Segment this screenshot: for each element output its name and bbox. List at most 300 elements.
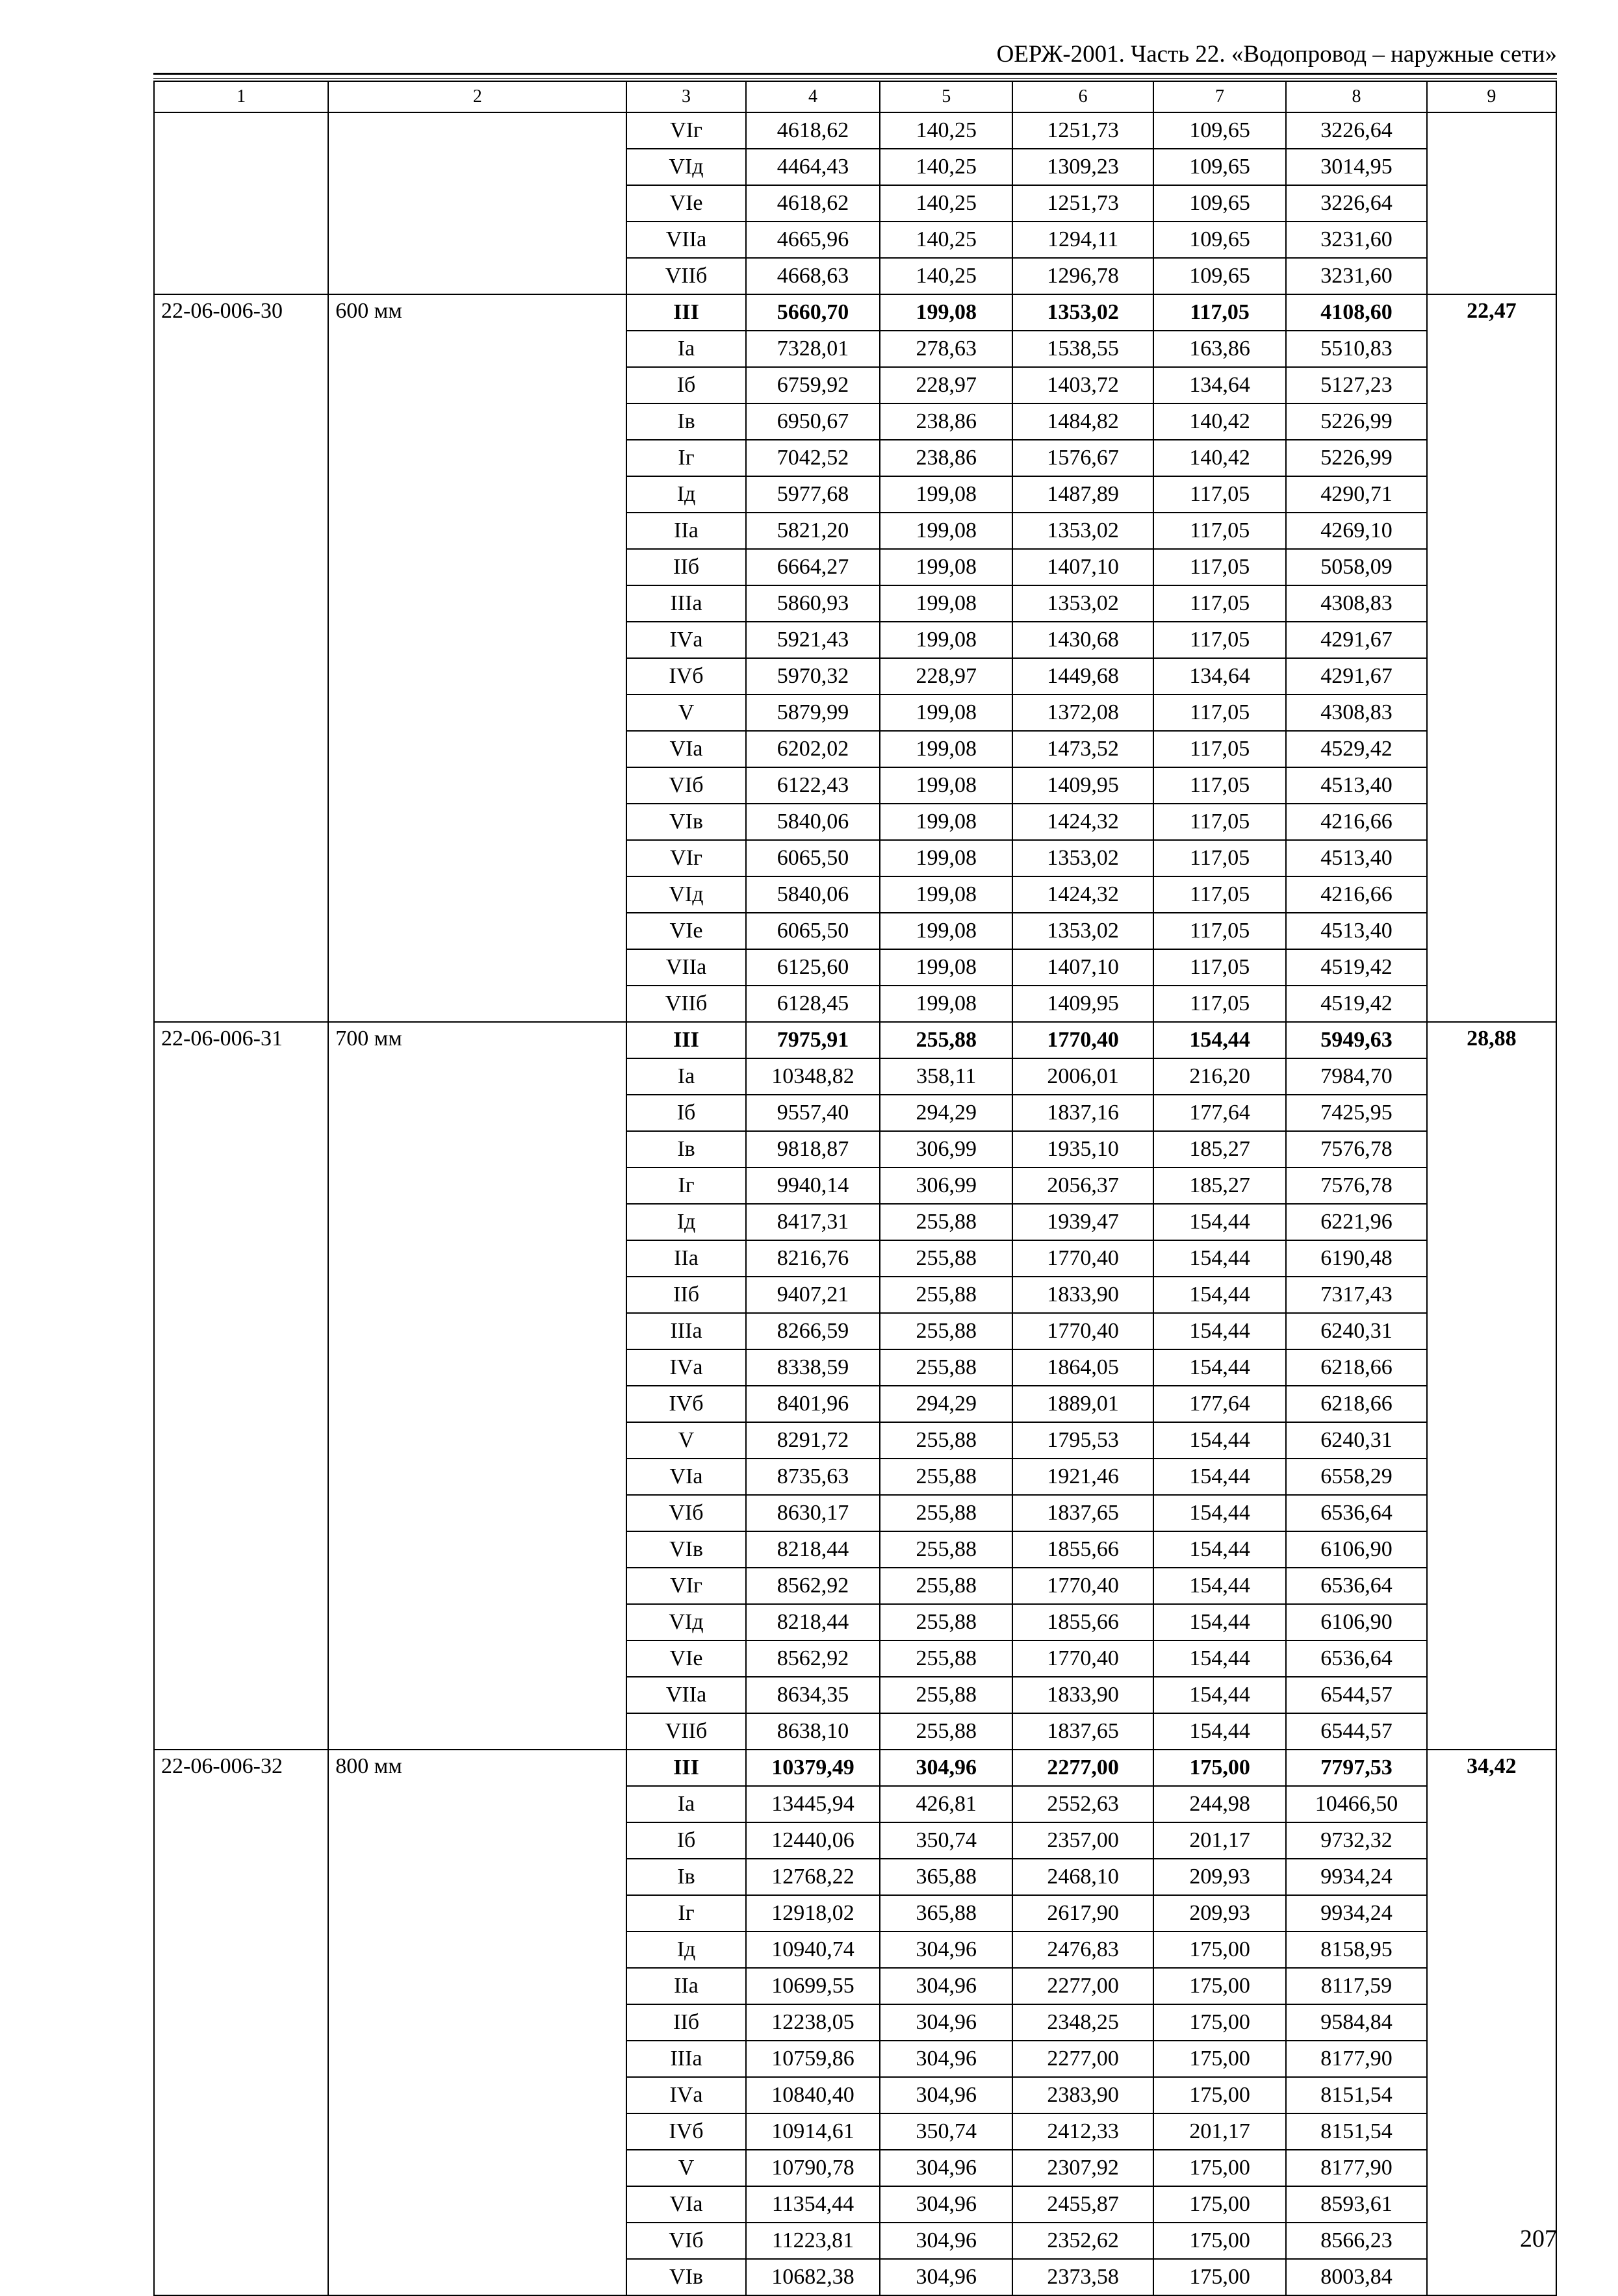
value-cell: 228,97 bbox=[880, 367, 1012, 403]
value-cell: 109,65 bbox=[1153, 112, 1286, 149]
value-cell: 255,88 bbox=[880, 1568, 1012, 1604]
value-cell: 154,44 bbox=[1153, 1531, 1286, 1568]
labor-total: 28,88 bbox=[1427, 1022, 1556, 1750]
value-cell: 6536,64 bbox=[1286, 1568, 1427, 1604]
value-cell: 175,00 bbox=[1153, 2223, 1286, 2259]
value-cell: 8151,54 bbox=[1286, 2077, 1427, 2113]
value-cell: 426,81 bbox=[880, 1786, 1012, 1822]
value-cell: 5821,20 bbox=[746, 513, 880, 549]
pipe-diameter bbox=[328, 112, 626, 294]
value-cell: 304,96 bbox=[880, 2223, 1012, 2259]
value-cell: 2277,00 bbox=[1012, 1968, 1153, 2004]
value-cell: 199,08 bbox=[880, 476, 1012, 513]
rate-code bbox=[154, 112, 328, 294]
value-cell: 2412,33 bbox=[1012, 2113, 1153, 2150]
value-cell: 199,08 bbox=[880, 294, 1012, 331]
zone-cell: VIа bbox=[626, 1459, 746, 1495]
value-cell: 4529,42 bbox=[1286, 731, 1427, 767]
value-cell: 4216,66 bbox=[1286, 876, 1427, 913]
value-cell: 3226,64 bbox=[1286, 112, 1427, 149]
value-cell: 201,17 bbox=[1153, 1822, 1286, 1859]
value-cell: 199,08 bbox=[880, 513, 1012, 549]
value-cell: 7984,70 bbox=[1286, 1058, 1427, 1095]
value-cell: 294,29 bbox=[880, 1386, 1012, 1422]
value-cell: 8158,95 bbox=[1286, 1932, 1427, 1968]
value-cell: 9584,84 bbox=[1286, 2004, 1427, 2041]
value-cell: 117,05 bbox=[1153, 585, 1286, 622]
value-cell: 117,05 bbox=[1153, 913, 1286, 949]
value-cell: 8003,84 bbox=[1286, 2259, 1427, 2295]
value-cell: 6664,27 bbox=[746, 549, 880, 585]
value-cell: 201,17 bbox=[1153, 2113, 1286, 2150]
value-cell: 8630,17 bbox=[746, 1495, 880, 1531]
pipe-diameter: 600 мм bbox=[328, 294, 626, 1022]
value-cell: 1770,40 bbox=[1012, 1240, 1153, 1277]
value-cell: 2468,10 bbox=[1012, 1859, 1153, 1895]
value-cell: 10682,38 bbox=[746, 2259, 880, 2295]
value-cell: 2277,00 bbox=[1012, 1750, 1153, 1786]
value-cell: 255,88 bbox=[880, 1677, 1012, 1713]
value-cell: 185,27 bbox=[1153, 1131, 1286, 1167]
value-cell: 304,96 bbox=[880, 1750, 1012, 1786]
value-cell: 1407,10 bbox=[1012, 549, 1153, 585]
zone-cell: IIб bbox=[626, 549, 746, 585]
value-cell: 10699,55 bbox=[746, 1968, 880, 2004]
value-cell: 6536,64 bbox=[1286, 1495, 1427, 1531]
zone-cell: VIе bbox=[626, 185, 746, 222]
value-cell: 1889,01 bbox=[1012, 1386, 1153, 1422]
value-cell: 4108,60 bbox=[1286, 294, 1427, 331]
value-cell: 140,25 bbox=[880, 222, 1012, 258]
value-cell: 5226,99 bbox=[1286, 403, 1427, 440]
zone-cell: V bbox=[626, 2150, 746, 2186]
value-cell: 1855,66 bbox=[1012, 1531, 1153, 1568]
value-cell: 8638,10 bbox=[746, 1713, 880, 1750]
value-cell: 5860,93 bbox=[746, 585, 880, 622]
value-cell: 117,05 bbox=[1153, 549, 1286, 585]
value-cell: 13445,94 bbox=[746, 1786, 880, 1822]
zone-cell: IVб bbox=[626, 1386, 746, 1422]
value-cell: 1372,08 bbox=[1012, 695, 1153, 731]
zone-cell: Iб bbox=[626, 367, 746, 403]
column-number: 7 bbox=[1153, 81, 1286, 112]
value-cell: 140,42 bbox=[1153, 440, 1286, 476]
value-cell: 9940,14 bbox=[746, 1167, 880, 1204]
column-number: 4 bbox=[746, 81, 880, 112]
labor-total: 22,47 bbox=[1427, 294, 1556, 1022]
value-cell: 12918,02 bbox=[746, 1895, 880, 1932]
zone-cell: IVа bbox=[626, 2077, 746, 2113]
value-cell: 8735,63 bbox=[746, 1459, 880, 1495]
value-cell: 2373,58 bbox=[1012, 2259, 1153, 2295]
zone-cell: IIIа bbox=[626, 1313, 746, 1349]
value-cell: 6218,66 bbox=[1286, 1386, 1427, 1422]
zone-cell: Iг bbox=[626, 1895, 746, 1932]
header-rule-thick bbox=[153, 73, 1557, 75]
value-cell: 5921,43 bbox=[746, 622, 880, 658]
zone-cell: III bbox=[626, 294, 746, 331]
value-cell: 6106,90 bbox=[1286, 1531, 1427, 1568]
value-cell: 8216,76 bbox=[746, 1240, 880, 1277]
labor-total bbox=[1427, 112, 1556, 294]
header-rule-thin bbox=[153, 78, 1557, 79]
value-cell: 199,08 bbox=[880, 986, 1012, 1022]
value-cell: 199,08 bbox=[880, 949, 1012, 986]
value-cell: 209,93 bbox=[1153, 1895, 1286, 1932]
value-cell: 1353,02 bbox=[1012, 513, 1153, 549]
value-cell: 175,00 bbox=[1153, 2186, 1286, 2223]
zone-cell: IIб bbox=[626, 1277, 746, 1313]
value-cell: 209,93 bbox=[1153, 1859, 1286, 1895]
zone-cell: IVа bbox=[626, 1349, 746, 1386]
value-cell: 154,44 bbox=[1153, 1568, 1286, 1604]
value-cell: 7328,01 bbox=[746, 331, 880, 367]
value-cell: 1296,78 bbox=[1012, 258, 1153, 294]
zone-cell: VIIб bbox=[626, 1713, 746, 1750]
value-cell: 5840,06 bbox=[746, 876, 880, 913]
column-number: 5 bbox=[880, 81, 1012, 112]
value-cell: 3014,95 bbox=[1286, 149, 1427, 185]
value-cell: 216,20 bbox=[1153, 1058, 1286, 1095]
zone-cell: VIг bbox=[626, 1568, 746, 1604]
value-cell: 244,98 bbox=[1153, 1786, 1286, 1822]
value-cell: 304,96 bbox=[880, 2259, 1012, 2295]
value-cell: 117,05 bbox=[1153, 767, 1286, 804]
value-cell: 8338,59 bbox=[746, 1349, 880, 1386]
zone-cell: IVб bbox=[626, 658, 746, 695]
value-cell: 1487,89 bbox=[1012, 476, 1153, 513]
value-cell: 134,64 bbox=[1153, 367, 1286, 403]
zone-cell: VIе bbox=[626, 1640, 746, 1677]
zone-cell: Iг bbox=[626, 1167, 746, 1204]
value-cell: 306,99 bbox=[880, 1131, 1012, 1167]
zone-cell: Iв bbox=[626, 403, 746, 440]
column-number: 1 bbox=[154, 81, 328, 112]
value-cell: 117,05 bbox=[1153, 840, 1286, 876]
value-cell: 304,96 bbox=[880, 2186, 1012, 2223]
value-cell: 10466,50 bbox=[1286, 1786, 1427, 1822]
value-cell: 238,86 bbox=[880, 440, 1012, 476]
zone-cell: Iд bbox=[626, 476, 746, 513]
value-cell: 9934,24 bbox=[1286, 1895, 1427, 1932]
value-cell: 2455,87 bbox=[1012, 2186, 1153, 2223]
value-cell: 255,88 bbox=[880, 1713, 1012, 1750]
zone-cell: VIг bbox=[626, 840, 746, 876]
value-cell: 117,05 bbox=[1153, 986, 1286, 1022]
zone-cell: Iг bbox=[626, 440, 746, 476]
value-cell: 4519,42 bbox=[1286, 986, 1427, 1022]
value-cell: 255,88 bbox=[880, 1640, 1012, 1677]
zone-cell: VIб bbox=[626, 2223, 746, 2259]
value-cell: 1770,40 bbox=[1012, 1568, 1153, 1604]
zone-cell: Iа bbox=[626, 1786, 746, 1822]
value-cell: 7975,91 bbox=[746, 1022, 880, 1058]
value-cell: 199,08 bbox=[880, 876, 1012, 913]
value-cell: 117,05 bbox=[1153, 695, 1286, 731]
value-cell: 1294,11 bbox=[1012, 222, 1153, 258]
table-row bbox=[154, 1022, 1556, 1058]
value-cell: 154,44 bbox=[1153, 1313, 1286, 1349]
value-cell: 177,64 bbox=[1153, 1386, 1286, 1422]
value-cell: 199,08 bbox=[880, 804, 1012, 840]
value-cell: 117,05 bbox=[1153, 294, 1286, 331]
value-cell: 5949,63 bbox=[1286, 1022, 1427, 1058]
value-cell: 5977,68 bbox=[746, 476, 880, 513]
value-cell: 6536,64 bbox=[1286, 1640, 1427, 1677]
value-cell: 199,08 bbox=[880, 767, 1012, 804]
value-cell: 1251,73 bbox=[1012, 185, 1153, 222]
value-cell: 154,44 bbox=[1153, 1204, 1286, 1240]
value-cell: 8566,23 bbox=[1286, 2223, 1427, 2259]
value-cell: 4308,83 bbox=[1286, 585, 1427, 622]
value-cell: 117,05 bbox=[1153, 513, 1286, 549]
value-cell: 2617,90 bbox=[1012, 1895, 1153, 1932]
value-cell: 1403,72 bbox=[1012, 367, 1153, 403]
zone-cell: Iа bbox=[626, 1058, 746, 1095]
value-cell: 9732,32 bbox=[1286, 1822, 1427, 1859]
value-cell: 134,64 bbox=[1153, 658, 1286, 695]
value-cell: 2056,37 bbox=[1012, 1167, 1153, 1204]
value-cell: 175,00 bbox=[1153, 2077, 1286, 2113]
column-number-row bbox=[154, 81, 1556, 112]
value-cell: 255,88 bbox=[880, 1604, 1012, 1640]
value-cell: 4513,40 bbox=[1286, 767, 1427, 804]
value-cell: 5127,23 bbox=[1286, 367, 1427, 403]
zone-cell: VIв bbox=[626, 804, 746, 840]
value-cell: 109,65 bbox=[1153, 149, 1286, 185]
value-cell: 255,88 bbox=[880, 1313, 1012, 1349]
zone-cell: VIб bbox=[626, 1495, 746, 1531]
value-cell: 1935,10 bbox=[1012, 1131, 1153, 1167]
value-cell: 7576,78 bbox=[1286, 1167, 1427, 1204]
value-cell: 140,42 bbox=[1153, 403, 1286, 440]
value-cell: 1538,55 bbox=[1012, 331, 1153, 367]
value-cell: 163,86 bbox=[1153, 331, 1286, 367]
value-cell: 2348,25 bbox=[1012, 2004, 1153, 2041]
value-cell: 8266,59 bbox=[746, 1313, 880, 1349]
value-cell: 199,08 bbox=[880, 913, 1012, 949]
value-cell: 4668,63 bbox=[746, 258, 880, 294]
column-number: 3 bbox=[626, 81, 746, 112]
value-cell: 6065,50 bbox=[746, 913, 880, 949]
value-cell: 4618,62 bbox=[746, 112, 880, 149]
value-cell: 154,44 bbox=[1153, 1495, 1286, 1531]
value-cell: 6240,31 bbox=[1286, 1422, 1427, 1459]
value-cell: 4464,43 bbox=[746, 149, 880, 185]
value-cell: 6558,29 bbox=[1286, 1459, 1427, 1495]
value-cell: 350,74 bbox=[880, 1822, 1012, 1859]
value-cell: 1770,40 bbox=[1012, 1022, 1153, 1058]
value-cell: 117,05 bbox=[1153, 476, 1286, 513]
value-cell: 1309,23 bbox=[1012, 149, 1153, 185]
value-cell: 4513,40 bbox=[1286, 913, 1427, 949]
value-cell: 255,88 bbox=[880, 1349, 1012, 1386]
zone-cell: V bbox=[626, 695, 746, 731]
value-cell: 1484,82 bbox=[1012, 403, 1153, 440]
value-cell: 5840,06 bbox=[746, 804, 880, 840]
value-cell: 12440,06 bbox=[746, 1822, 880, 1859]
value-cell: 4618,62 bbox=[746, 185, 880, 222]
value-cell: 175,00 bbox=[1153, 2004, 1286, 2041]
value-cell: 10940,74 bbox=[746, 1932, 880, 1968]
value-cell: 8291,72 bbox=[746, 1422, 880, 1459]
value-cell: 175,00 bbox=[1153, 1932, 1286, 1968]
value-cell: 154,44 bbox=[1153, 1459, 1286, 1495]
zone-cell: Iб bbox=[626, 1822, 746, 1859]
value-cell: 304,96 bbox=[880, 1932, 1012, 1968]
rate-code: 22-06-006-30 bbox=[154, 294, 328, 1022]
value-cell: 2383,90 bbox=[1012, 2077, 1153, 2113]
zone-cell: VIIб bbox=[626, 258, 746, 294]
value-cell: 4513,40 bbox=[1286, 840, 1427, 876]
value-cell: 1449,68 bbox=[1012, 658, 1153, 695]
value-cell: 3231,60 bbox=[1286, 222, 1427, 258]
zone-cell: VIг bbox=[626, 112, 746, 149]
value-cell: 9407,21 bbox=[746, 1277, 880, 1313]
value-cell: 6128,45 bbox=[746, 986, 880, 1022]
value-cell: 109,65 bbox=[1153, 185, 1286, 222]
value-cell: 9557,40 bbox=[746, 1095, 880, 1131]
value-cell: 1855,66 bbox=[1012, 1604, 1153, 1640]
value-cell: 11354,44 bbox=[746, 2186, 880, 2223]
value-cell: 4291,67 bbox=[1286, 622, 1427, 658]
value-cell: 5660,70 bbox=[746, 294, 880, 331]
value-cell: 255,88 bbox=[880, 1422, 1012, 1459]
value-cell: 140,25 bbox=[880, 112, 1012, 149]
zone-cell: VIд bbox=[626, 149, 746, 185]
value-cell: 6122,43 bbox=[746, 767, 880, 804]
value-cell: 8151,54 bbox=[1286, 2113, 1427, 2150]
value-cell: 9934,24 bbox=[1286, 1859, 1427, 1895]
value-cell: 1407,10 bbox=[1012, 949, 1153, 986]
value-cell: 255,88 bbox=[880, 1277, 1012, 1313]
value-cell: 8117,59 bbox=[1286, 1968, 1427, 2004]
value-cell: 5226,99 bbox=[1286, 440, 1427, 476]
page-header: ОЕРЖ-2001. Часть 22. «Водопровод – наружные сети» bbox=[996, 41, 1557, 68]
value-cell: 199,08 bbox=[880, 840, 1012, 876]
value-cell: 8177,90 bbox=[1286, 2041, 1427, 2077]
zone-cell: Iв bbox=[626, 1859, 746, 1895]
value-cell: 6240,31 bbox=[1286, 1313, 1427, 1349]
value-cell: 1770,40 bbox=[1012, 1313, 1153, 1349]
value-cell: 5058,09 bbox=[1286, 549, 1427, 585]
zone-cell: VIе bbox=[626, 913, 746, 949]
labor-total: 34,42 bbox=[1427, 1750, 1556, 2295]
value-cell: 175,00 bbox=[1153, 1968, 1286, 2004]
value-cell: 1833,90 bbox=[1012, 1277, 1153, 1313]
value-cell: 175,00 bbox=[1153, 2150, 1286, 2186]
zone-cell: V bbox=[626, 1422, 746, 1459]
value-cell: 365,88 bbox=[880, 1859, 1012, 1895]
value-cell: 255,88 bbox=[880, 1022, 1012, 1058]
value-cell: 2552,63 bbox=[1012, 1786, 1153, 1822]
value-cell: 10840,40 bbox=[746, 2077, 880, 2113]
value-cell: 255,88 bbox=[880, 1495, 1012, 1531]
pipe-diameter: 700 мм bbox=[328, 1022, 626, 1750]
value-cell: 255,88 bbox=[880, 1204, 1012, 1240]
value-cell: 1409,95 bbox=[1012, 986, 1153, 1022]
value-cell: 154,44 bbox=[1153, 1349, 1286, 1386]
price-table bbox=[153, 81, 1557, 2296]
value-cell: 154,44 bbox=[1153, 1713, 1286, 1750]
value-cell: 6202,02 bbox=[746, 731, 880, 767]
zone-cell: IIб bbox=[626, 2004, 746, 2041]
value-cell: 306,99 bbox=[880, 1167, 1012, 1204]
value-cell: 365,88 bbox=[880, 1895, 1012, 1932]
value-cell: 304,96 bbox=[880, 2041, 1012, 2077]
value-cell: 350,74 bbox=[880, 2113, 1012, 2150]
rate-code: 22-06-006-31 bbox=[154, 1022, 328, 1750]
value-cell: 294,29 bbox=[880, 1095, 1012, 1131]
value-cell: 117,05 bbox=[1153, 622, 1286, 658]
value-cell: 140,25 bbox=[880, 185, 1012, 222]
value-cell: 10790,78 bbox=[746, 2150, 880, 2186]
zone-cell: VIа bbox=[626, 2186, 746, 2223]
table-row bbox=[154, 112, 1556, 149]
value-cell: 1833,90 bbox=[1012, 1677, 1153, 1713]
value-cell: 8562,92 bbox=[746, 1568, 880, 1604]
value-cell: 117,05 bbox=[1153, 949, 1286, 986]
value-cell: 358,11 bbox=[880, 1058, 1012, 1095]
zone-cell: Iд bbox=[626, 1932, 746, 1968]
value-cell: 1837,65 bbox=[1012, 1495, 1153, 1531]
value-cell: 6125,60 bbox=[746, 949, 880, 986]
value-cell: 1864,05 bbox=[1012, 1349, 1153, 1386]
value-cell: 175,00 bbox=[1153, 2259, 1286, 2295]
value-cell: 109,65 bbox=[1153, 222, 1286, 258]
value-cell: 1576,67 bbox=[1012, 440, 1153, 476]
value-cell: 6544,57 bbox=[1286, 1677, 1427, 1713]
value-cell: 4290,71 bbox=[1286, 476, 1427, 513]
column-number: 2 bbox=[328, 81, 626, 112]
value-cell: 154,44 bbox=[1153, 1022, 1286, 1058]
value-cell: 8593,61 bbox=[1286, 2186, 1427, 2223]
zone-cell: VIIа bbox=[626, 949, 746, 986]
zone-cell: IIа bbox=[626, 1240, 746, 1277]
value-cell: 7317,43 bbox=[1286, 1277, 1427, 1313]
value-cell: 278,63 bbox=[880, 331, 1012, 367]
value-cell: 2352,62 bbox=[1012, 2223, 1153, 2259]
zone-cell: Iв bbox=[626, 1131, 746, 1167]
column-number: 8 bbox=[1286, 81, 1427, 112]
value-cell: 1837,65 bbox=[1012, 1713, 1153, 1750]
value-cell: 140,25 bbox=[880, 258, 1012, 294]
value-cell: 4308,83 bbox=[1286, 695, 1427, 731]
value-cell: 10759,86 bbox=[746, 2041, 880, 2077]
value-cell: 11223,81 bbox=[746, 2223, 880, 2259]
zone-cell: III bbox=[626, 1022, 746, 1058]
value-cell: 154,44 bbox=[1153, 1422, 1286, 1459]
zone-cell: VIд bbox=[626, 1604, 746, 1640]
zone-cell: IVа bbox=[626, 622, 746, 658]
value-cell: 2307,92 bbox=[1012, 2150, 1153, 2186]
value-cell: 1473,52 bbox=[1012, 731, 1153, 767]
zone-cell: VIв bbox=[626, 1531, 746, 1568]
value-cell: 2277,00 bbox=[1012, 2041, 1153, 2077]
value-cell: 6190,48 bbox=[1286, 1240, 1427, 1277]
value-cell: 304,96 bbox=[880, 2150, 1012, 2186]
value-cell: 175,00 bbox=[1153, 1750, 1286, 1786]
value-cell: 10348,82 bbox=[746, 1058, 880, 1095]
value-cell: 154,44 bbox=[1153, 1640, 1286, 1677]
value-cell: 7042,52 bbox=[746, 440, 880, 476]
value-cell: 117,05 bbox=[1153, 731, 1286, 767]
value-cell: 1251,73 bbox=[1012, 112, 1153, 149]
table-row bbox=[154, 294, 1556, 331]
value-cell: 4519,42 bbox=[1286, 949, 1427, 986]
value-cell: 1837,16 bbox=[1012, 1095, 1153, 1131]
zone-cell: VIIа bbox=[626, 1677, 746, 1713]
